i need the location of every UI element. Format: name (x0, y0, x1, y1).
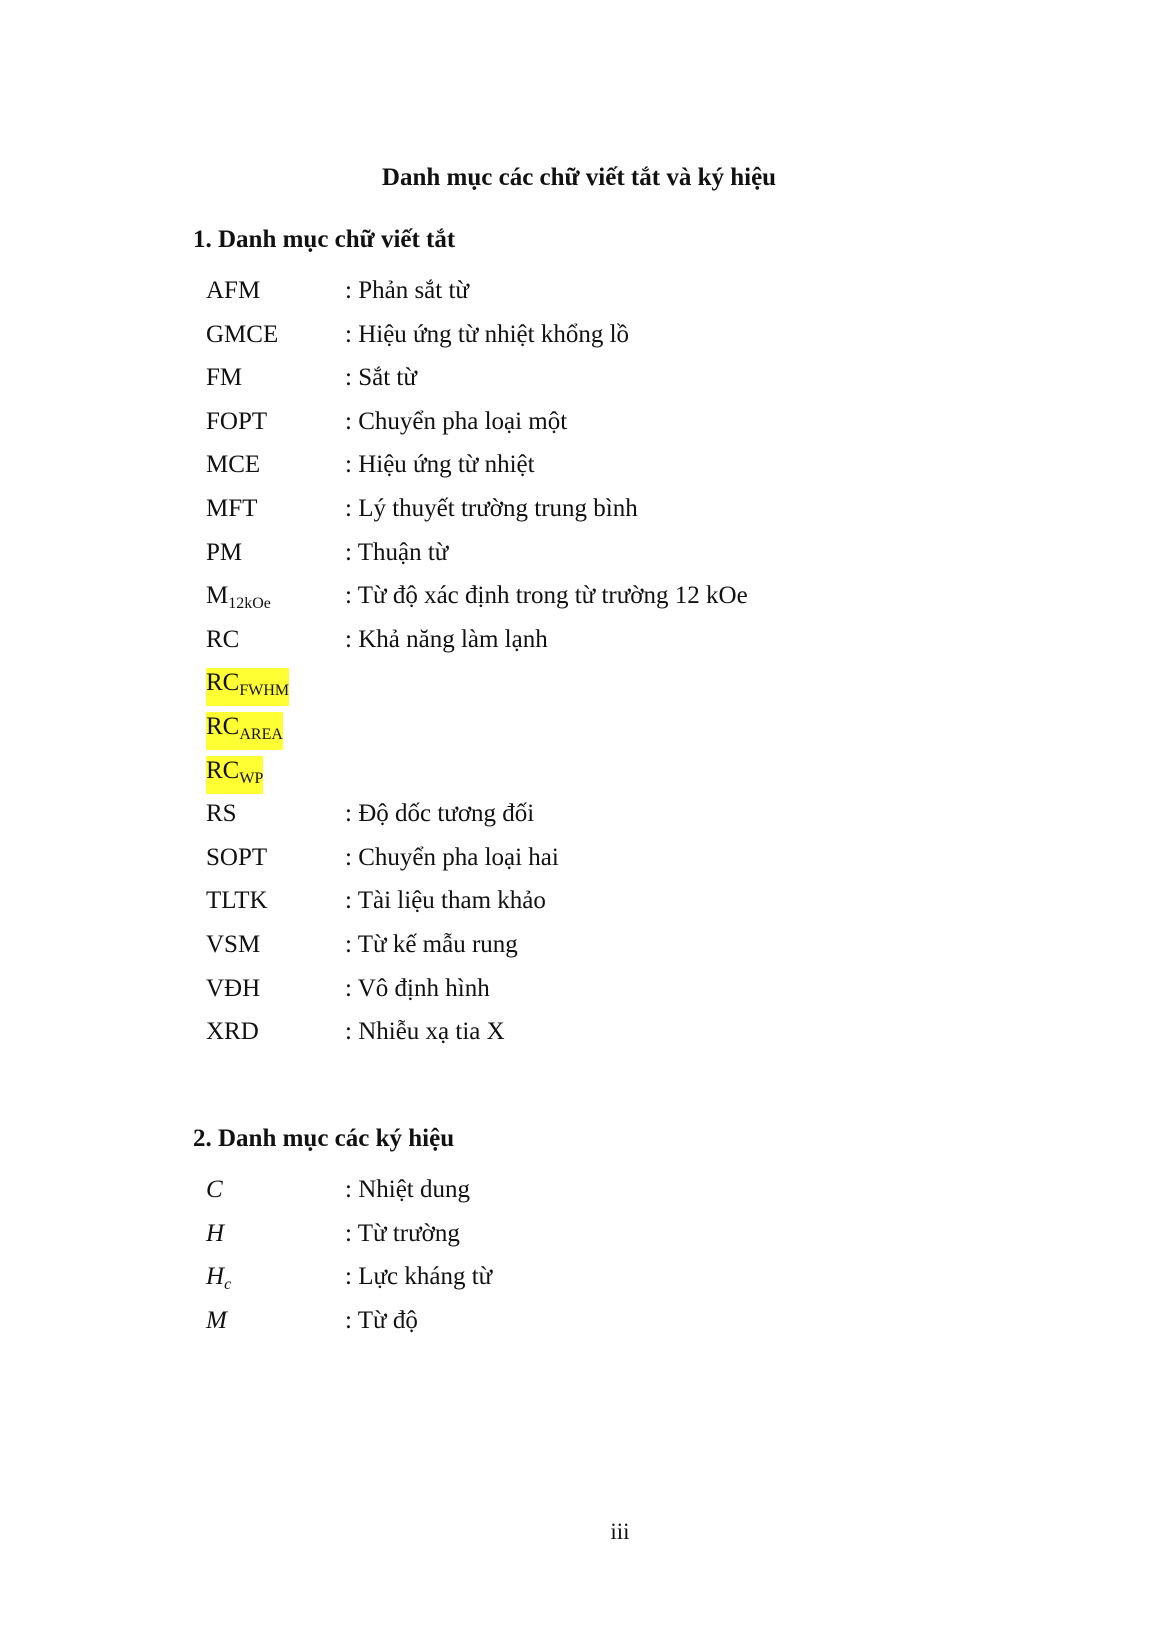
term-description: : Hiệu ứng từ nhiệt khổng lồ (345, 320, 630, 348)
symbols-heading: 2. Danh mục các ký hiệu (193, 1125, 455, 1152)
term-description: : Từ độ xác định trong từ trường 12 kOe (345, 582, 748, 610)
term (206, 930, 260, 960)
term-description: : Nhiệt dung (345, 1176, 470, 1203)
term (206, 756, 263, 794)
term-text: RC (206, 756, 240, 784)
term-subscript: c (224, 1276, 232, 1294)
term-text: RC (206, 625, 240, 653)
term-text: FOPT (206, 407, 268, 435)
term (206, 276, 260, 306)
term-description: : Lực kháng từ (345, 1263, 493, 1291)
term-description: : Từ kế mẫu rung (345, 930, 518, 958)
term-text: C (206, 1176, 223, 1203)
term-text: PM (206, 538, 243, 566)
term-subscript: FWHM (239, 682, 290, 700)
term (206, 625, 239, 655)
term-description: : Phản sắt từ (345, 277, 469, 304)
page-title: Danh mục các chữ viết tắt và ký hiệu (381, 164, 777, 191)
term (206, 450, 260, 480)
term (206, 1219, 224, 1249)
term (206, 581, 271, 619)
term (206, 363, 242, 393)
term-text: H (206, 1219, 225, 1247)
term-subscript: 12kOe (228, 595, 271, 613)
term-description: : Từ độ (345, 1306, 418, 1334)
term (206, 538, 242, 568)
term-description: : Khả năng làm lạnh (345, 625, 548, 653)
page-number: iii (610, 1519, 630, 1544)
term (206, 1017, 259, 1047)
term-text: VĐH (206, 974, 261, 1002)
term-description: : Sắt từ (345, 364, 417, 392)
term-description: : Thuận từ (345, 538, 449, 566)
term-description: : Chuyển pha loại hai (345, 843, 559, 871)
term (206, 1306, 227, 1336)
term-text: VSM (206, 930, 261, 958)
term (206, 407, 267, 437)
term (206, 712, 283, 750)
term-description: : Từ trường (345, 1219, 460, 1247)
term-text: GMCE (206, 320, 279, 348)
term (206, 320, 278, 350)
term (206, 974, 260, 1004)
term-text: FM (206, 364, 243, 392)
term-description: : Vô định hình (345, 974, 490, 1002)
term (206, 494, 257, 524)
term-text: AFM (206, 277, 261, 304)
term-text: RC (206, 669, 240, 697)
term-text: SOPT (206, 843, 268, 871)
term-text: H (206, 1263, 225, 1291)
term-text: RS (206, 800, 237, 828)
term-text: MFT (206, 494, 258, 522)
term-description: : Hiệu ứng từ nhiệt (345, 451, 535, 479)
term-description: : Tài liệu tham khảo (345, 887, 546, 915)
term-text: M (206, 582, 229, 610)
term-description: : Chuyển pha loại một (345, 407, 568, 435)
abbreviations-heading: 1. Danh mục chữ viết tắt (193, 226, 456, 253)
term-description: : Độ dốc tương đối (345, 800, 535, 828)
term-text: TLTK (206, 887, 268, 915)
term (206, 668, 289, 706)
term-text: XRD (206, 1018, 259, 1046)
term (206, 1175, 223, 1205)
term-text: RC (206, 712, 240, 740)
term (206, 843, 267, 873)
term (206, 799, 237, 829)
term-description: : Lý thuyết trường trung bình (345, 494, 638, 522)
term-text: M (206, 1306, 227, 1334)
term (206, 886, 268, 916)
term-text: MCE (206, 451, 261, 479)
term-subscript: AREA (239, 725, 283, 743)
term (206, 1262, 231, 1300)
term-subscript: WP (239, 769, 264, 787)
term-description: : Nhiễu xạ tia X (345, 1018, 505, 1046)
